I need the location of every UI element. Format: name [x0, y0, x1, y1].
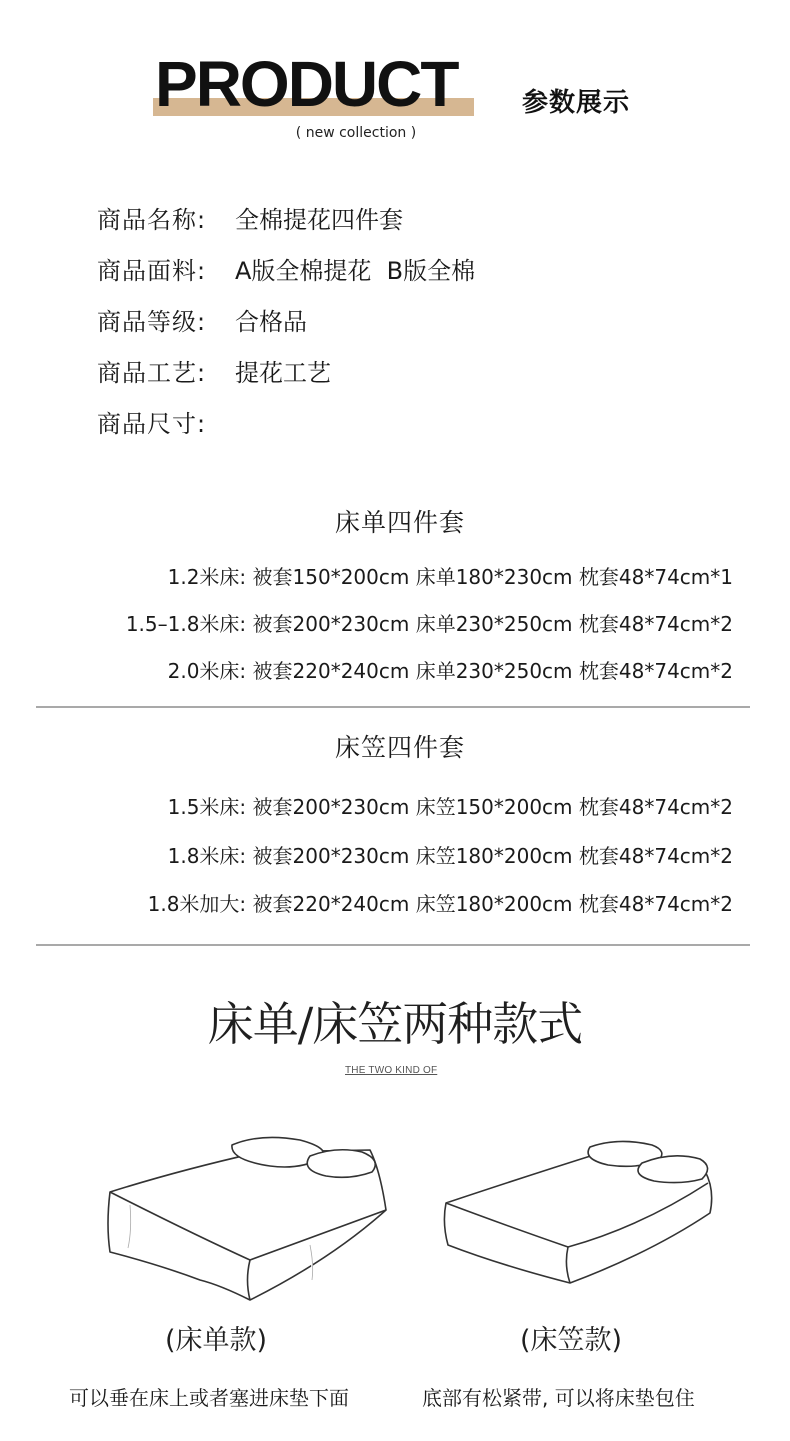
flat-sheet-bed-icon [100, 1130, 400, 1310]
page-title-en: PRODUCT [155, 48, 458, 120]
section-divider [36, 706, 750, 708]
fitted-sheet-caption: (床笠款) [520, 1325, 623, 1356]
size-row: 1.2米床: 被套150*200cm 床单180*230cm 枕套48*74cm*1 [167, 565, 733, 589]
info-row-fabric [97, 255, 475, 287]
page-title-cn: 参数展示 [522, 88, 631, 118]
flat-sheet-caption: (床单款) [165, 1325, 268, 1356]
page-subtitle: ( new collection ) [295, 125, 417, 141]
info-label: 商品面料: [97, 257, 207, 285]
flat-sheet-set-title: 床单四件套 [334, 508, 465, 537]
size-row: 1.5–1.8米床: 被套200*230cm 床单230*250cm 枕套48*74cm*2 [125, 612, 733, 636]
info-value: 全棉提花四件套 [235, 206, 403, 234]
info-label: 商品名称: [97, 206, 207, 234]
styles-title: 床单/床笠两种款式 [207, 997, 583, 1051]
info-value: 提花工艺 [235, 359, 331, 387]
size-row: 1.5米床: 被套200*230cm 床笠150*200cm 枕套48*74cm*2 [167, 795, 733, 819]
styles-subtitle-en: THE TWO KIND OF [345, 1065, 438, 1076]
flat-sheet-description: 可以垂在床上或者塞进床垫下面 [69, 1386, 349, 1410]
info-value: A版全棉提花 B版全棉 [235, 257, 476, 285]
info-row-grade [97, 306, 307, 338]
info-label: 商品尺寸: [97, 410, 207, 438]
info-row-name [97, 204, 403, 236]
size-row: 2.0米床: 被套220*240cm 床单230*250cm 枕套48*74cm*2 [167, 659, 733, 683]
size-row: 1.8米床: 被套200*230cm 床笠180*200cm 枕套48*74cm*2 [167, 844, 733, 868]
fitted-sheet-description: 底部有松紧带, 可以将床垫包住 [422, 1386, 695, 1410]
info-row-size [97, 408, 235, 440]
fitted-sheet-bed-icon [440, 1135, 720, 1290]
fitted-sheet-set-title: 床笠四件套 [334, 733, 465, 762]
info-row-craft [97, 357, 331, 389]
info-value: 合格品 [235, 308, 307, 336]
info-label: 商品工艺: [97, 359, 207, 387]
section-divider [36, 944, 750, 946]
size-row: 1.8米加大: 被套220*240cm 床笠180*200cm 枕套48*74cm*2 [147, 892, 733, 916]
info-label: 商品等级: [97, 308, 207, 336]
